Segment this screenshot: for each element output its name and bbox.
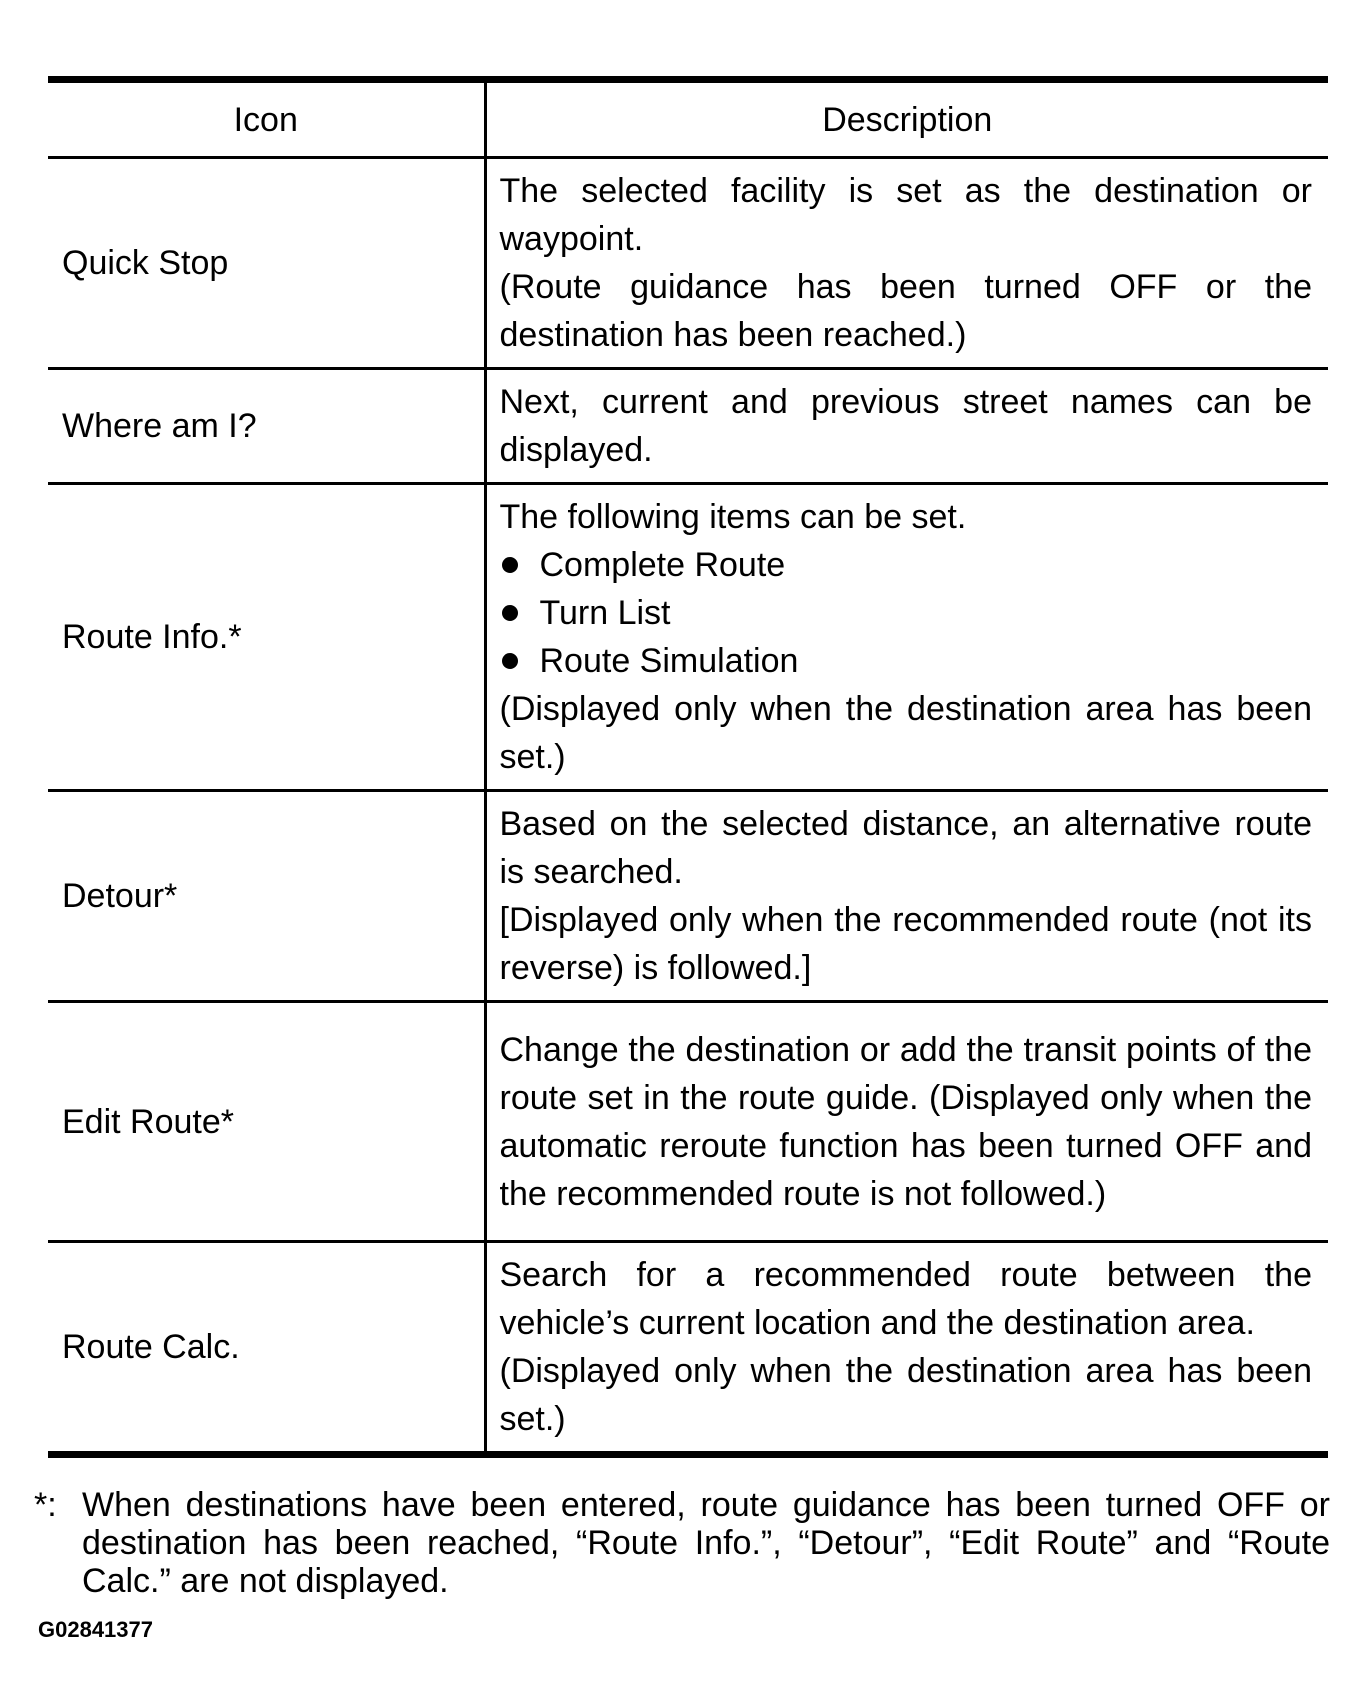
list-item (500, 637, 1313, 685)
description-line: Search for a recommended route between the vehicle’s current location and the destination area. (499, 1256, 1312, 1342)
table-row (48, 1002, 1328, 1242)
description-line: The selected facility is set as the destination or waypoint. (499, 172, 1312, 258)
table-row (48, 369, 1328, 484)
row-icon-name: Route Info.* (48, 484, 485, 791)
row-icon-name: Edit Route* (48, 1002, 485, 1242)
footnote (34, 1486, 1330, 1600)
row-icon-name: Detour* (48, 791, 485, 1002)
bullet-text: Route Simulation (539, 642, 799, 680)
description-line: (Displayed only when the destination area has been set.) (499, 1352, 1312, 1438)
bullet-text: Complete Route (539, 546, 786, 584)
bullet-text: Turn List (539, 594, 671, 632)
table-header-row (48, 80, 1328, 158)
description-line: (Displayed only when the destination area has been set.) (499, 690, 1312, 776)
table-row (48, 791, 1328, 1002)
footnote-text: When destinations have been entered, route guidance has been turned OFF or destination has been reached, “Route Info.”, “Detour”, “Edit Route” and “Route Calc.” are not displayed. (82, 1486, 1330, 1600)
row-icon-name: Quick Stop (48, 158, 485, 369)
row-description (485, 1242, 1328, 1455)
description-line: Change the destination or add the transit points of the route set in the route guide. (Displayed only when the automatic reroute function has been turned OFF and the recommended route is not followed.) (499, 1030, 1312, 1213)
icon-description-table (48, 76, 1328, 1458)
description-line: Based on the selected distance, an alternative route is searched. (499, 805, 1312, 891)
bullet-icon (502, 653, 518, 669)
row-description (485, 791, 1328, 1002)
footnote-mark: *: (34, 1486, 57, 1524)
row-icon-name: Where am I? (48, 369, 485, 484)
description-line: The following items can be set. (499, 498, 967, 536)
bullet-icon (502, 557, 518, 573)
list-item (500, 541, 1313, 589)
table-row (48, 158, 1328, 369)
table-row (48, 484, 1328, 791)
description-line: (Route guidance has been turned OFF or the destination has been reached.) (499, 268, 1312, 354)
figure-id: G02841377 (38, 1617, 153, 1642)
list-item (500, 589, 1313, 637)
row-description (485, 484, 1328, 791)
table-row (48, 1242, 1328, 1455)
description-line: [Displayed only when the recommended route (not its reverse) is followed.] (499, 901, 1312, 987)
bullet-list (500, 541, 1313, 685)
row-description (485, 1002, 1328, 1242)
row-icon-name: Route Calc. (48, 1242, 485, 1455)
header-icon: Icon (48, 80, 485, 158)
row-description (485, 158, 1328, 369)
description-line: Next, current and previous street names can be displayed. (499, 383, 1312, 469)
header-description: Description (485, 80, 1328, 158)
row-description (485, 369, 1328, 484)
bullet-icon (502, 605, 518, 621)
